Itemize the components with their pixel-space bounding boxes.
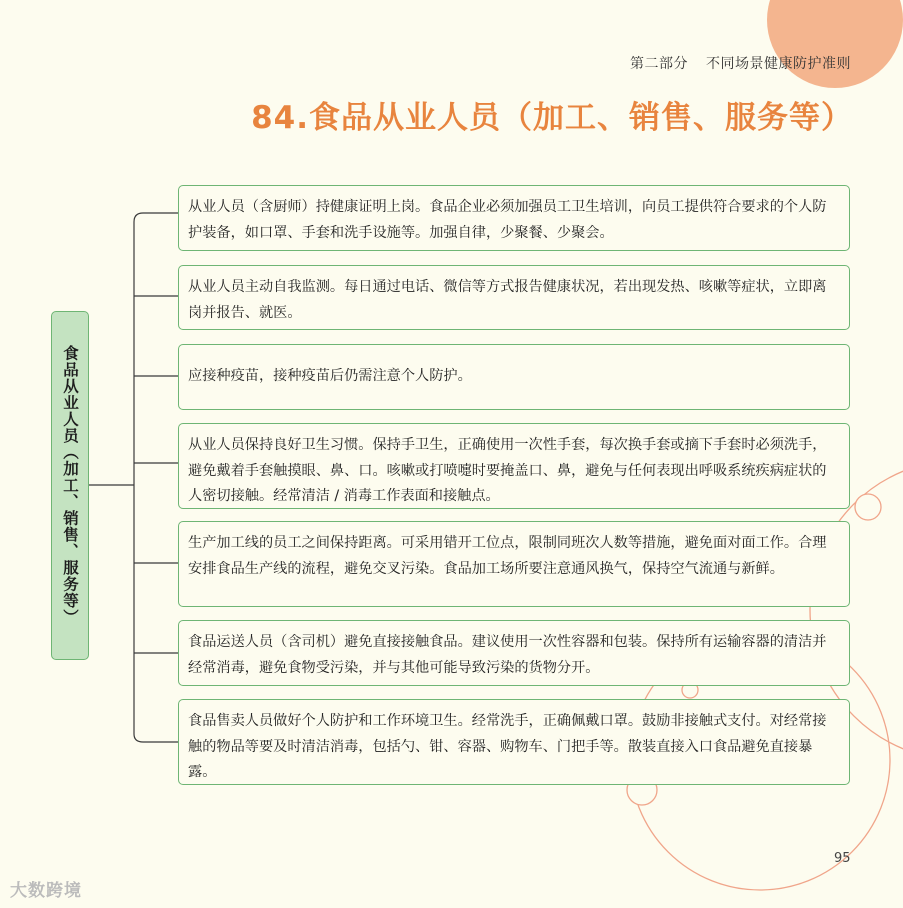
corner-circle — [767, 0, 903, 88]
watermark: 大数跨境 — [10, 881, 82, 901]
guideline-box-5 — [178, 521, 850, 607]
side-category-text: 食品从业人员（加工、销售、服务等） — [61, 345, 79, 626]
guideline-text: 应接种疫苗，接种疫苗后仍需注意个人防护。 — [188, 368, 472, 385]
guideline-text: 食品售卖人员做好个人防护和工作环境卫生。经常洗手，正确佩戴口罩。鼓励非接触式支付。对经常接触的物品等要及时清洁消毒，包括勺、钳、容器、购物车、门把手等。散装直接入口食品避免直接暴露。 — [188, 713, 827, 780]
guideline-box-7 — [178, 699, 850, 785]
guideline-box-4 — [178, 423, 850, 509]
side-category-label — [51, 311, 89, 660]
guideline-text: 生产加工线的员工之间保持距离。可采用错开工位点，限制同班次人数等措施，避免面对面工作。合理安排食品生产线的流程，避免交叉污染。食品加工场所要注意通风换气，保持空气流通与新鲜。 — [188, 535, 827, 577]
guideline-box-1 — [178, 185, 850, 251]
guideline-box-2 — [178, 265, 850, 330]
header-part: 第二部分 — [630, 56, 688, 72]
header-section: 不同场景健康防护准则 — [706, 56, 851, 72]
guideline-text: 食品运送人员（含司机）避免直接接触食品。建议使用一次性容器和包装。保持所有运输容器的清洁并经常消毒，避免食物受污染，并与其他可能导致污染的货物分开。 — [188, 634, 827, 676]
guideline-box-3 — [178, 344, 850, 410]
guideline-box-6 — [178, 620, 850, 686]
guideline-text: 从业人员保持良好卫生习惯。保持手卫生，正确使用一次性手套，每次换手套或摘下手套时必须洗手，避免戴着手套触摸眼、鼻、口。咳嗽或打喷嚏时要掩盖口、鼻，避免与任何表现出呼吸系统疾病症状的人密切接触。经常清洁 / 消毒工作表面和接触点。 — [188, 437, 827, 504]
guideline-text: 从业人员（含厨师）持健康证明上岗。食品企业必须加强员工卫生培训，向员工提供符合要求的个人防护装备，如口罩、手套和洗手设施等。加强自律，少聚餐、少聚会。 — [188, 199, 827, 241]
page-title: 84.食品从业人员（加工、销售、服务等） — [251, 100, 853, 136]
page-number: 95 — [834, 851, 851, 866]
running-header — [630, 53, 851, 73]
guideline-text: 从业人员主动自我监测。每日通过电话、微信等方式报告健康状况，若出现发热、咳嗽等症状，立即离岗并报告、就医。 — [188, 279, 827, 321]
